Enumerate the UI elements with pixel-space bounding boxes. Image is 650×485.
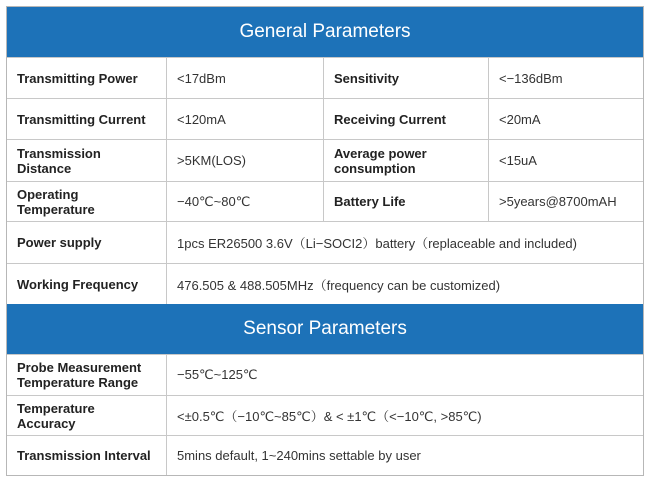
general-parameters-header: General Parameters xyxy=(7,7,643,57)
param-value: 1pcs ER26500 3.6V（Li−SOCI2）battery（replaceable and included) xyxy=(177,236,577,251)
parameters-table xyxy=(6,6,644,476)
param-label: Battery Life xyxy=(324,182,489,221)
table-row xyxy=(7,98,643,139)
param-value: <15uA xyxy=(499,153,537,168)
table-row xyxy=(7,263,643,304)
param-label: Receiving Current xyxy=(324,99,489,139)
table-row xyxy=(7,221,643,263)
param-value: 5mins default, 1~240mins settable by user xyxy=(177,448,421,463)
table-row xyxy=(7,57,643,98)
param-label: Power supply xyxy=(7,222,167,263)
table-row xyxy=(7,354,643,395)
param-value: <120mA xyxy=(167,99,324,139)
param-label: Average power consumption xyxy=(324,140,489,181)
table-row xyxy=(7,181,643,221)
table-row xyxy=(7,139,643,181)
sensor-parameters-header: Sensor Parameters xyxy=(7,304,643,354)
param-value: −40℃~80℃ xyxy=(167,182,324,221)
param-label: Sensitivity xyxy=(324,58,489,98)
param-value: <±0.5℃（−10℃~85℃）& < ±1℃（<−10℃, >85℃) xyxy=(177,409,482,424)
param-value: <20mA xyxy=(499,111,541,127)
table-row xyxy=(7,435,643,475)
param-value: −55℃~125℃ xyxy=(177,367,258,382)
param-label: Temperature Accuracy xyxy=(7,396,167,435)
param-value: <−136dBm xyxy=(499,70,563,86)
param-label: Transmission Distance xyxy=(7,140,167,181)
param-value: 476.505 & 488.505MHz（frequency can be customized) xyxy=(177,277,501,293)
param-label: Transmitting Current xyxy=(7,99,167,139)
param-label: Transmission Interval xyxy=(7,436,167,475)
param-value: <17dBm xyxy=(167,58,324,98)
param-label: Transmitting Power xyxy=(7,58,167,98)
table-row xyxy=(7,395,643,435)
param-label: Probe Measurement Temperature Range xyxy=(7,355,167,395)
param-label: Operating Temperature xyxy=(7,182,167,221)
param-label: Working Frequency xyxy=(7,264,167,304)
param-value: >5years@8700mAH xyxy=(499,194,617,209)
param-value: >5KM(LOS) xyxy=(167,140,324,181)
